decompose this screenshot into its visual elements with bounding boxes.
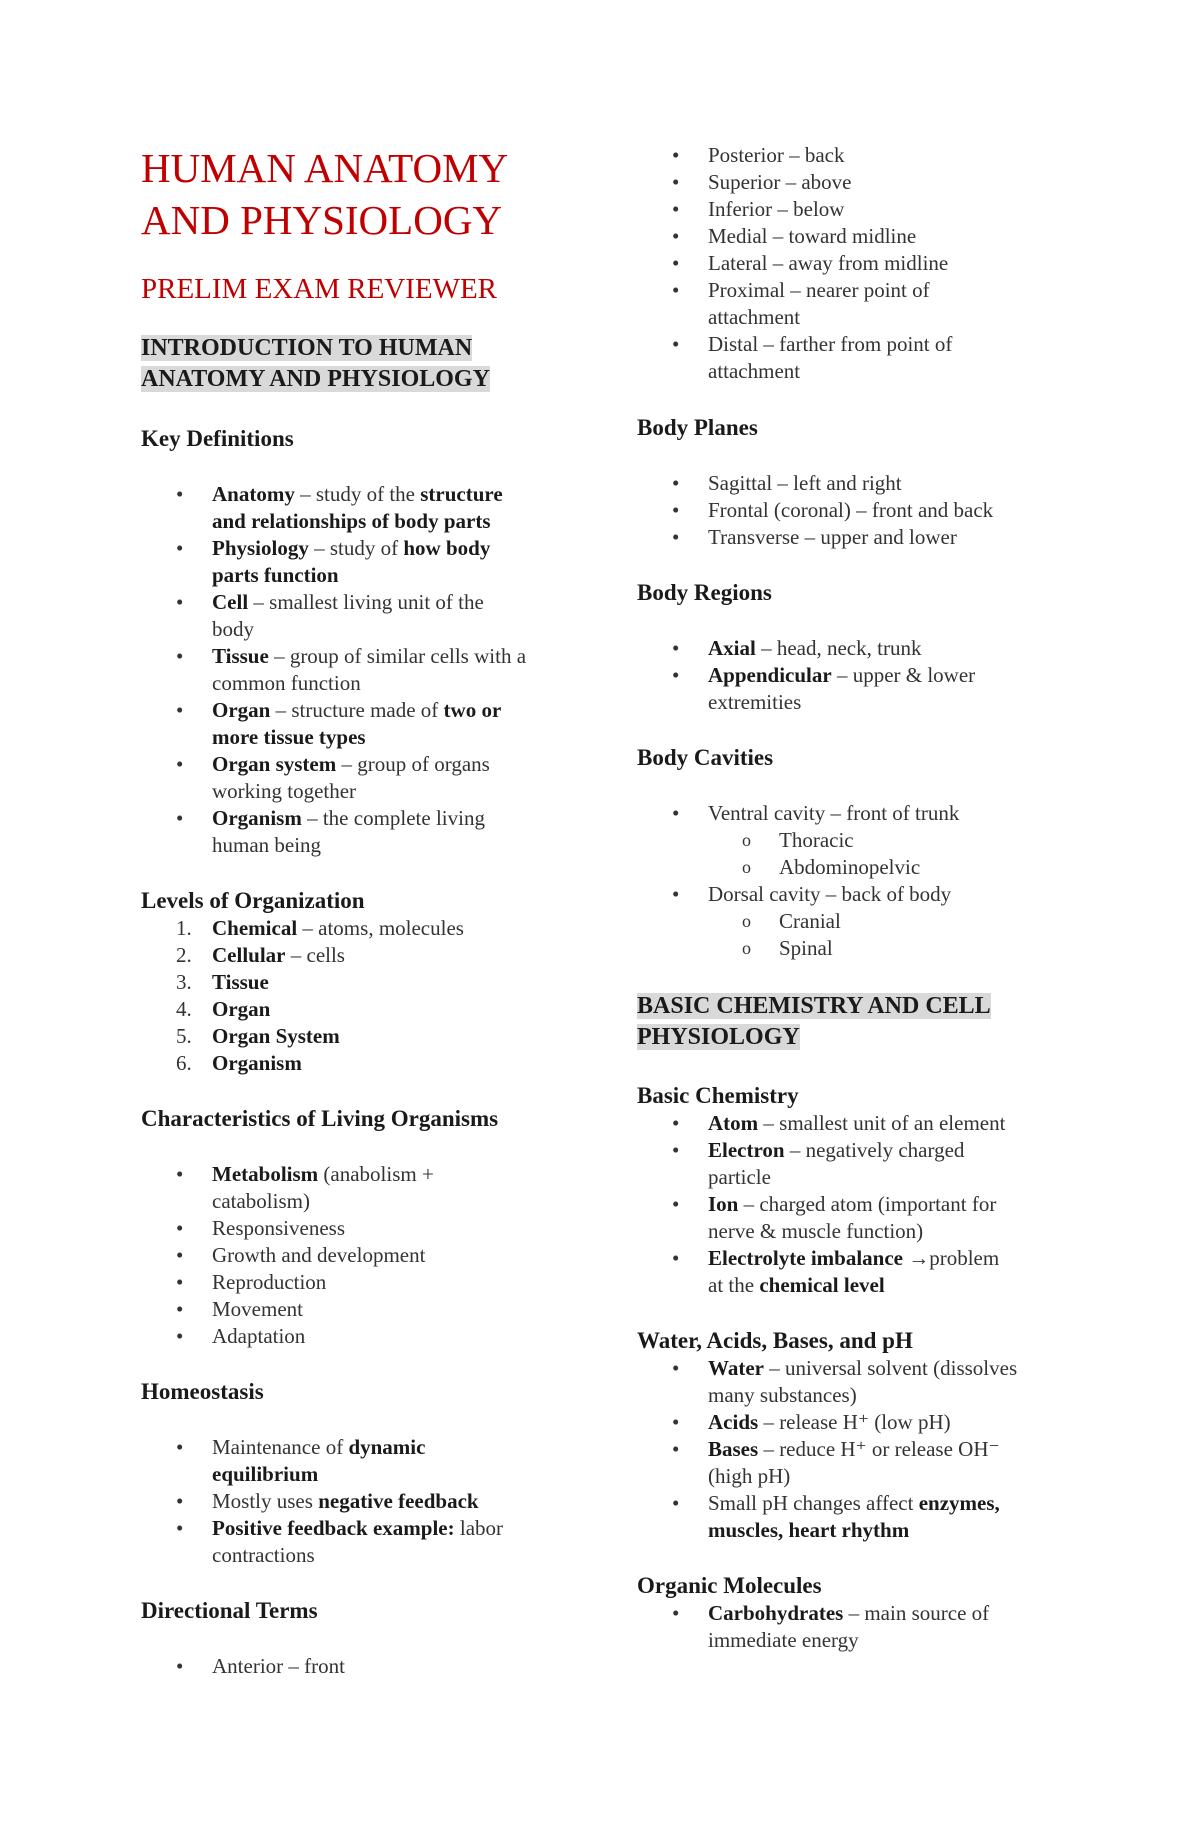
- sub-list-item: o Thoracic: [742, 828, 854, 852]
- list-item: • Small pH changes affect enzymes, muscles, heart rhythm: [672, 1491, 1000, 1542]
- list-item: • Anatomy – study of the structure and relationships of body parts: [176, 482, 503, 533]
- list-item: • Bases – reduce H⁺ or release OH⁻ (high pH): [672, 1437, 1000, 1488]
- bullet-icon: •: [176, 1516, 184, 1540]
- heading-homeostasis: Homeostasis: [141, 1379, 264, 1404]
- heading-key-definitions: Key Definitions: [141, 426, 294, 451]
- body-planes-list: [637, 470, 1067, 551]
- list-item: • Electrolyte imbalance →problem at the chemical level: [672, 1246, 1000, 1297]
- list-item: • Proximal – nearer point of attachment: [672, 278, 930, 329]
- list-item: • Medial – toward midline: [672, 224, 917, 248]
- list-item: 3. Tissue: [176, 970, 269, 994]
- bullet-icon: •: [176, 482, 184, 506]
- body-regions-list: [637, 635, 1067, 716]
- bullet-icon: •: [176, 1489, 184, 1513]
- water-list: [637, 1355, 1067, 1544]
- list-item: • Lateral – away from midline: [672, 251, 949, 275]
- list-item: • Ion – charged atom (important for nerve & muscle function): [672, 1192, 997, 1243]
- bullet-icon: •: [672, 471, 680, 495]
- list-item: • Anterior – front: [176, 1654, 345, 1678]
- list-item: • Movement: [176, 1297, 303, 1321]
- bullet-icon: •: [672, 663, 680, 687]
- list-item: • Organism – the complete living human being: [176, 806, 485, 857]
- bullet-icon: •: [672, 278, 680, 302]
- list-item: • Growth and development: [176, 1243, 426, 1267]
- list-item: • Maintenance of dynamic equilibrium: [176, 1435, 426, 1486]
- list-item: • Reproduction: [176, 1270, 327, 1294]
- bullet-icon: •: [672, 636, 680, 660]
- list-item: • Mostly uses negative feedback: [176, 1489, 479, 1513]
- bullet-icon: •: [672, 332, 680, 356]
- bullet-icon: •: [672, 498, 680, 522]
- list-item: 5. Organ System: [176, 1024, 340, 1048]
- heading-body-regions: Body Regions: [637, 580, 772, 605]
- bullet-icon: •: [176, 1270, 184, 1294]
- list-item: • Distal – farther from point of attachment: [672, 332, 953, 383]
- heading-body-planes: Body Planes: [637, 415, 758, 440]
- bullet-icon: •: [672, 197, 680, 221]
- list-item: • Adaptation: [176, 1324, 306, 1348]
- homeostasis-list: [141, 1434, 581, 1569]
- list-item: • Sagittal – left and right: [672, 471, 902, 495]
- list-item: • Carbohydrates – main source of immediate energy: [672, 1601, 990, 1652]
- bullet-icon: •: [672, 1601, 680, 1625]
- circle-bullet-icon: o: [742, 830, 751, 850]
- heading-characteristics: Characteristics of Living Organisms: [141, 1106, 499, 1131]
- bullet-icon: •: [672, 1246, 680, 1270]
- bullet-icon: •: [176, 536, 184, 560]
- section-heading-chemistry: [637, 991, 1067, 1053]
- section-chemistry-line-2: PHYSIOLOGY: [637, 1024, 800, 1050]
- bullet-icon: •: [672, 1111, 680, 1135]
- sub-list-item: o Spinal: [742, 936, 833, 960]
- list-item: • Physiology – study of how body parts function: [176, 536, 491, 587]
- bullet-icon: •: [176, 1324, 184, 1348]
- list-item: • Responsiveness: [176, 1216, 345, 1240]
- list-item: • Posterior – back: [672, 143, 845, 167]
- heading-water-acids-bases: Water, Acids, Bases, and pH: [637, 1328, 913, 1353]
- basic-chemistry-list: [637, 1110, 1067, 1299]
- circle-bullet-icon: o: [742, 911, 751, 931]
- right-column: [637, 142, 1067, 1654]
- body-cavities-list: [637, 800, 1067, 962]
- bullet-icon: •: [672, 251, 680, 275]
- list-item: • Organ – structure made of two or more tissue types: [176, 698, 502, 749]
- list-item: • Dorsal cavity – back of body: [672, 882, 952, 906]
- bullet-icon: •: [672, 1491, 680, 1515]
- document-subtitle: PRELIM EXAM REVIEWER: [141, 273, 498, 305]
- bullet-icon: •: [176, 698, 184, 722]
- bullet-icon: •: [672, 525, 680, 549]
- bullet-icon: •: [176, 644, 184, 668]
- list-item: 1. Chemical – atoms, molecules: [176, 916, 464, 940]
- bullet-icon: •: [176, 590, 184, 614]
- sub-list-item: o Abdominopelvic: [742, 855, 921, 879]
- list-item: • Metabolism (anabolism + catabolism): [176, 1162, 434, 1213]
- section-intro-line-2: ANATOMY AND PHYSIOLOGY: [141, 366, 490, 392]
- heading-basic-chemistry: Basic Chemistry: [637, 1083, 799, 1108]
- bullet-icon: •: [672, 801, 680, 825]
- title-line-2: AND PHYSIOLOGY: [141, 197, 503, 243]
- heading-levels-of-organization: Levels of Organization: [141, 888, 365, 913]
- bullet-icon: •: [672, 1437, 680, 1461]
- bullet-icon: •: [672, 224, 680, 248]
- list-item: • Superior – above: [672, 170, 852, 194]
- section-chemistry-line-1: BASIC CHEMISTRY AND CELL: [637, 993, 991, 1019]
- list-item: • Inferior – below: [672, 197, 845, 221]
- characteristics-list: [141, 1161, 581, 1350]
- heading-body-cavities: Body Cavities: [637, 745, 774, 770]
- heading-directional-terms: Directional Terms: [141, 1598, 318, 1623]
- section-intro-line-1: INTRODUCTION TO HUMAN: [141, 335, 473, 361]
- list-item: 4. Organ: [176, 997, 271, 1021]
- bullet-icon: •: [672, 1192, 680, 1216]
- bullet-icon: •: [176, 1162, 184, 1186]
- list-item: • Electron – negatively charged particle: [672, 1138, 965, 1189]
- circle-bullet-icon: o: [742, 857, 751, 877]
- levels-list: [141, 915, 581, 1077]
- list-item: • Transverse – upper and lower: [672, 525, 957, 549]
- bullet-icon: •: [176, 806, 184, 830]
- bullet-icon: •: [672, 170, 680, 194]
- bullet-icon: •: [176, 1243, 184, 1267]
- title-line-1: HUMAN ANATOMY: [141, 145, 509, 191]
- list-item: 2. Cellular – cells: [176, 943, 345, 967]
- circle-bullet-icon: o: [742, 938, 751, 958]
- list-item: • Axial – head, neck, trunk: [672, 636, 922, 660]
- list-item: • Positive feedback example: labor contractions: [176, 1516, 504, 1567]
- directional-list-right: [637, 142, 1067, 385]
- document-title: [141, 142, 581, 246]
- bullet-icon: •: [672, 143, 680, 167]
- bullet-icon: •: [672, 1356, 680, 1380]
- bullet-icon: •: [176, 1654, 184, 1678]
- bullet-icon: •: [176, 1216, 184, 1240]
- list-item: • Frontal (coronal) – front and back: [672, 498, 994, 522]
- bullet-icon: •: [176, 1435, 184, 1459]
- bullet-icon: •: [176, 752, 184, 776]
- key-definitions-list: [141, 481, 581, 859]
- heading-organic-molecules: Organic Molecules: [637, 1573, 822, 1598]
- list-item: • Appendicular – upper & lower extremities: [672, 663, 976, 714]
- bullet-icon: •: [672, 1138, 680, 1162]
- list-item: • Acids – release H⁺ (low pH): [672, 1410, 951, 1434]
- section-heading-intro: [141, 333, 581, 395]
- list-item: • Cell – smallest living unit of the body: [176, 590, 484, 641]
- list-item: • Tissue – group of similar cells with a common function: [176, 644, 527, 695]
- bullet-icon: •: [672, 882, 680, 906]
- organic-list: [637, 1600, 1067, 1654]
- list-item: • Ventral cavity – front of trunk: [672, 801, 960, 825]
- list-item: 6. Organism: [176, 1051, 302, 1075]
- list-item: • Water – universal solvent (dissolves many substances): [672, 1356, 1018, 1407]
- sub-list-item: o Cranial: [742, 909, 841, 933]
- directional-list-left: [141, 1653, 581, 1680]
- bullet-icon: •: [672, 1410, 680, 1434]
- bullet-icon: •: [176, 1297, 184, 1321]
- list-item: • Atom – smallest unit of an element: [672, 1111, 1006, 1135]
- left-column: [141, 142, 581, 1680]
- list-item: • Organ system – group of organs working together: [176, 752, 490, 803]
